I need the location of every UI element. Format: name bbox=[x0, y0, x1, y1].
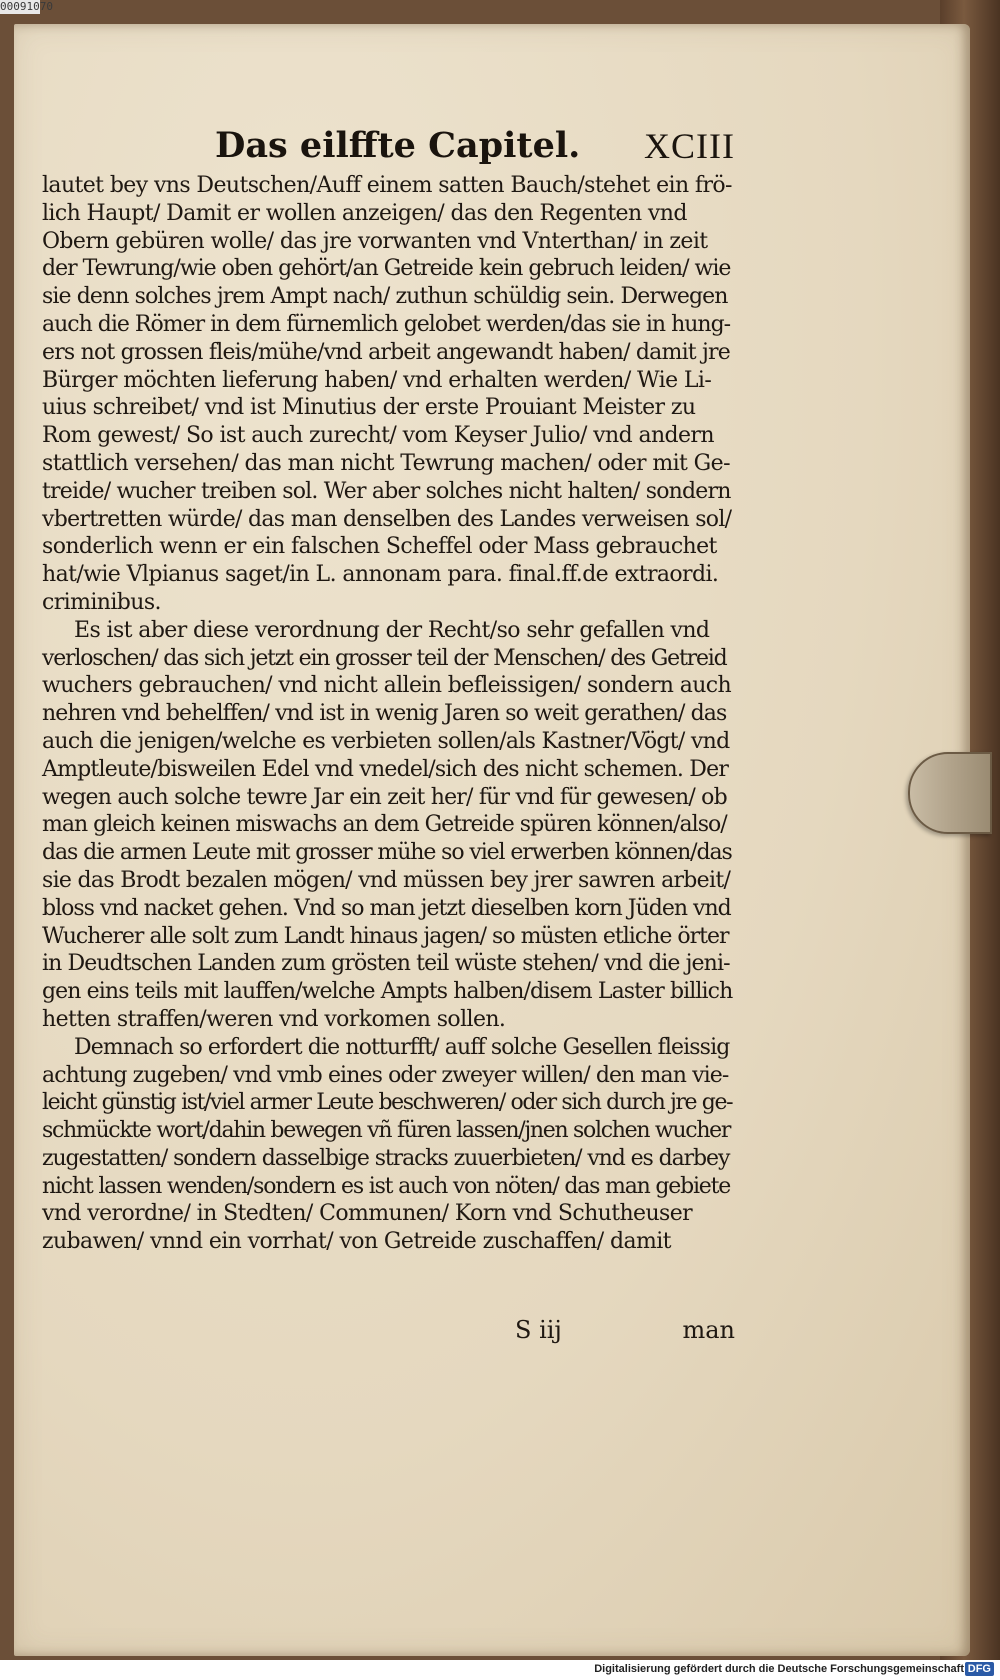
text-line: lich Haupt/ Damit er wollen anzeigen/ das den Regenten vnd bbox=[42, 200, 687, 226]
chapter-title: Das eilffte Capitel. bbox=[215, 125, 581, 166]
text-line: leicht günstig ist/viel armer Leute beschweren/ oder sich durch jre ge- bbox=[42, 1090, 733, 1116]
funding-credit: Digitalisierung gefördert durch die Deutsche Forschungsgemeinschaft bbox=[594, 1663, 964, 1675]
scan-id-label: 00091070 bbox=[0, 0, 53, 13]
folio-number: XCIII bbox=[644, 126, 735, 166]
catchword: man bbox=[682, 1316, 735, 1344]
text-line: auch die Römer in dem fürnemlich gelobet werden/das sie in hung- bbox=[42, 311, 731, 337]
text-line: treide/ wucher treiben sol. Wer aber solches nicht halten/ sondern bbox=[42, 478, 731, 504]
text-line: uius schreibet/ vnd ist Minutius der erste Prouiant Meister zu bbox=[42, 395, 696, 421]
text-line: bloss vnd nacket gehen. Vnd so man jetzt dieselben korn Jüden vnd bbox=[42, 895, 731, 921]
text-line: sie denn solches jrem Ampt nach/ zuthun schüldig sein. Derwegen bbox=[42, 284, 728, 310]
text-line: stattlich versehen/ das man nicht Tewrung machen/ oder mit Ge- bbox=[42, 450, 730, 476]
text-line: Rom gewest/ So ist auch zurecht/ vom Keyser Julio/ vnd andern bbox=[42, 423, 714, 449]
text-line: lautet bey vns Deutschen/Auff einem satten Bauch/stehet ein frö- bbox=[42, 173, 732, 198]
text-line: sie das Brodt bezalen mögen/ vnd müssen bey jrer sawren arbeit/ bbox=[42, 867, 731, 893]
text-line: Obern gebüren wolle/ das jre vorwanten vnd Vnterthan/ in zeit bbox=[42, 228, 708, 254]
text-line: man gleich keinen miswachs an dem Getreide spüren können/also/ bbox=[42, 812, 727, 838]
text-line: ers not grossen fleis/mühe/vnd arbeit angewandt haben/ damit jre bbox=[42, 339, 730, 365]
text-line: Amptleute/bisweilen Edel vnd vnedel/sich des nicht schemen. Der bbox=[42, 756, 729, 782]
signature-mark: S iij bbox=[515, 1316, 562, 1344]
text-line: vbertretten würde/ das man denselben des Landes verweisen sol/ bbox=[42, 506, 732, 532]
text-line: vnd verordne/ in Stedten/ Communen/ Korn vnd Schutheuser bbox=[42, 1201, 693, 1227]
text-line: das die armen Leute mit grosser mühe so viel erwerben können/das bbox=[42, 840, 732, 866]
text-line: verloschen/ das sich jetzt ein grosser teil der Menschen/ des Getreid bbox=[42, 645, 727, 671]
text-line: Wucherer alle solt zum Landt hinaus jagen/ so müsten etliche örter bbox=[42, 923, 729, 949]
text-line: Es ist aber diese verordnung der Recht/so sehr gefallen vnd bbox=[74, 617, 710, 643]
text-line: in Deudtschen Landen zum grösten teil wüste stehen/ vnd die jeni- bbox=[42, 951, 730, 977]
text-line: nicht lassen wenden/sondern es ist auch von nöten/ das man gebiete bbox=[42, 1173, 731, 1199]
text-line: hetten straffen/weren vnd vorkomen sollen. bbox=[42, 1006, 506, 1032]
running-header bbox=[215, 125, 735, 171]
text-line: hat/wie Vlpianus saget/in L. annonam para. final.ff.de extraordi. bbox=[42, 562, 719, 588]
text-line: wuchers gebrauchen/ vnd nicht allein befleissigen/ sondern auch bbox=[42, 673, 732, 699]
text-line: zubawen/ vnnd ein vorrhat/ von Getreide zuschaffen/ damit bbox=[42, 1229, 671, 1255]
text-line: criminibus. bbox=[42, 589, 161, 615]
text-line: schmückte wort/dahin bewegen vñ füren lassen/jnen solchen wucher bbox=[42, 1118, 731, 1144]
text-line: Bürger möchten lieferung haben/ vnd erhalten werden/ Wie Li- bbox=[42, 367, 712, 393]
dfg-logo: DFG bbox=[965, 1662, 994, 1676]
text-line: gen eins teils mit lauffen/welche Ampts halben/disem Laster billich bbox=[42, 979, 733, 1005]
text-line: sonderlich wenn er ein falschen Scheffel oder Mass gebrauchet bbox=[42, 534, 717, 560]
text-line: wegen auch solche tewre Jar ein zeit her/ für vnd für gewesen/ ob bbox=[42, 784, 727, 810]
book-clasp bbox=[908, 752, 992, 834]
text-line: der Tewrung/wie oben gehört/an Getreide kein gebruch leiden/ wie bbox=[42, 256, 731, 282]
text-line: zugestatten/ sondern dasselbige stracks zuuerbieten/ vnd es darbey bbox=[42, 1145, 730, 1171]
signature-line bbox=[515, 1316, 735, 1346]
text-line: achtung zugeben/ vnd vmb eines oder zweyer willen/ den man vie- bbox=[42, 1062, 729, 1088]
text-line: nehren vnd behelffen/ vnd ist in wenig Jaren so weit gerathen/ das bbox=[42, 701, 727, 727]
body-text bbox=[42, 172, 732, 1256]
text-line: auch die jenigen/welche es verbieten sollen/als Kastner/Vögt/ vnd bbox=[42, 728, 730, 754]
text-line: Demnach so erfordert die notturfft/ auff solche Gesellen fleissig bbox=[74, 1034, 730, 1060]
